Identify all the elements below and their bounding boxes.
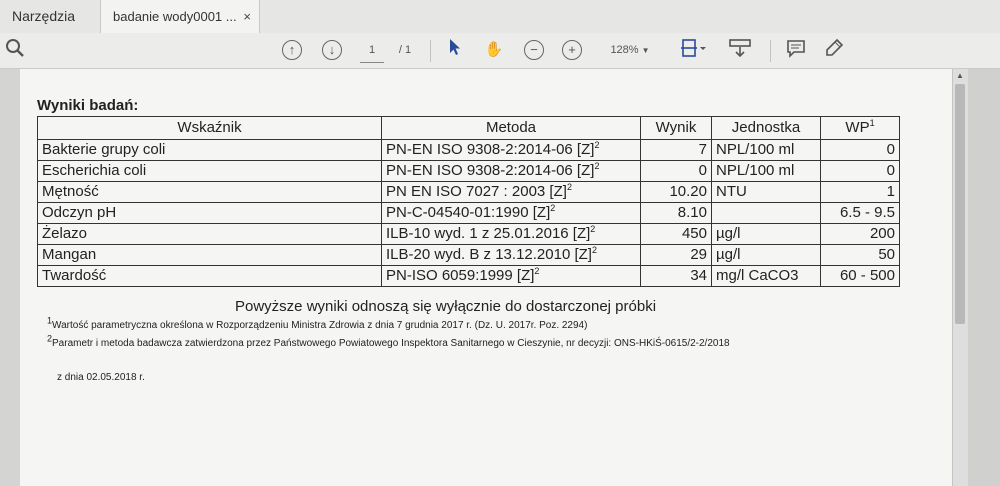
results-table bbox=[37, 116, 900, 287]
footnote-2-number: 2 bbox=[47, 333, 53, 344]
tab-bar bbox=[0, 0, 1000, 34]
footnote-2 bbox=[47, 333, 730, 349]
fit-page-icon[interactable] bbox=[678, 38, 708, 62]
scroll-up-icon[interactable]: ▲ bbox=[956, 71, 964, 80]
cell-method bbox=[382, 266, 641, 287]
table-row bbox=[38, 266, 900, 287]
footnote-2-text: Parametr i metoda badawcza zatwierdzona przez Państwowego Powiatowego Inspektora Sanitarnego w Cieszynie, nr decyzji: ONS-HKiŚ-0615/2-2/2018 bbox=[52, 338, 730, 349]
page-number-input[interactable]: 1 bbox=[360, 38, 384, 63]
cell-wp: 200 bbox=[821, 224, 900, 245]
search-icon[interactable] bbox=[4, 38, 26, 62]
cell-method bbox=[382, 203, 641, 224]
table-row bbox=[38, 161, 900, 182]
cell-wp: 6.5 - 9.5 bbox=[821, 203, 900, 224]
right-panel bbox=[968, 69, 1000, 486]
cell-indicator: Escherichia coli bbox=[38, 161, 382, 182]
cell-unit: NPL/100 ml bbox=[712, 161, 821, 182]
cell-method bbox=[382, 161, 641, 182]
left-panel bbox=[0, 69, 20, 486]
cell-result: 0 bbox=[641, 161, 712, 182]
chevron-down-icon: ▼ bbox=[641, 46, 650, 55]
scrollbar-thumb[interactable] bbox=[955, 84, 965, 324]
table-row bbox=[38, 140, 900, 161]
method-sup: 2 bbox=[591, 245, 597, 255]
cell-result: 7 bbox=[641, 140, 712, 161]
zoom-select[interactable] bbox=[600, 38, 660, 62]
header-wp-label: WP bbox=[845, 119, 870, 136]
highlighter-icon[interactable] bbox=[822, 38, 846, 62]
cell-indicator: Żelazo bbox=[38, 224, 382, 245]
pointer-icon[interactable] bbox=[446, 38, 464, 62]
cell-result: 29 bbox=[641, 245, 712, 266]
cell-wp: 0 bbox=[821, 161, 900, 182]
arrow-down-icon[interactable]: ↓ bbox=[322, 40, 342, 60]
header-result: Wynik bbox=[641, 117, 712, 140]
cell-wp: 0 bbox=[821, 140, 900, 161]
cell-method bbox=[382, 245, 641, 266]
method-sup: 2 bbox=[550, 203, 556, 213]
cell-unit: µg/l bbox=[712, 224, 821, 245]
method-sup: 2 bbox=[590, 224, 596, 234]
footnote-1-text: Wartość parametryczna określona w Rozporządzeniu Ministra Zdrowia z dnia 7 grudnia 2017 r. (Dz. U. 2017r. Poz. 2294) bbox=[52, 320, 588, 331]
footnote-1-number: 1 bbox=[47, 315, 53, 326]
cell-result: 8.10 bbox=[641, 203, 712, 224]
arrow-up-icon[interactable]: ↑ bbox=[282, 40, 302, 60]
cell-indicator: Mangan bbox=[38, 245, 382, 266]
method-text: PN-EN ISO 9308-2:2014-06 [Z] bbox=[386, 162, 595, 179]
cell-result: 10.20 bbox=[641, 182, 712, 203]
cell-wp: 60 - 500 bbox=[821, 266, 900, 287]
cell-indicator: Mętność bbox=[38, 182, 382, 203]
cell-method bbox=[382, 140, 641, 161]
method-text: PN-EN ISO 9308-2:2014-06 [Z] bbox=[386, 141, 595, 158]
method-text: PN-C-04540-01:1990 [Z] bbox=[386, 204, 551, 221]
hand-icon[interactable]: ✋ bbox=[484, 41, 504, 58]
cell-result: 450 bbox=[641, 224, 712, 245]
zoom-in-icon[interactable]: + bbox=[562, 40, 582, 60]
method-text: PN EN ISO 7027 : 2003 [Z] bbox=[386, 183, 567, 200]
method-sup: 2 bbox=[594, 161, 600, 171]
table-row bbox=[38, 203, 900, 224]
cell-unit: NPL/100 ml bbox=[712, 140, 821, 161]
header-method: Metoda bbox=[382, 117, 641, 140]
results-note: Powyższe wyniki odnoszą się wyłącznie do dostarczonej próbki bbox=[235, 298, 657, 315]
header-unit: Jednostka bbox=[712, 117, 821, 140]
tab-tools[interactable]: Narzędzia bbox=[12, 8, 76, 24]
table-row bbox=[38, 245, 900, 266]
separator bbox=[770, 40, 771, 62]
comment-icon[interactable] bbox=[784, 38, 808, 62]
toolbar bbox=[0, 33, 1000, 69]
cell-unit bbox=[712, 203, 821, 224]
footnote-2-continued: z dnia 02.05.2018 r. bbox=[57, 372, 145, 383]
method-sup: 2 bbox=[594, 140, 600, 150]
cell-unit: mg/l CaCO3 bbox=[712, 266, 821, 287]
cell-indicator: Twardość bbox=[38, 266, 382, 287]
method-text: PN-ISO 6059:1999 [Z] bbox=[386, 267, 535, 284]
separator bbox=[430, 40, 431, 62]
table-header-row bbox=[38, 117, 900, 140]
cell-method bbox=[382, 182, 641, 203]
method-sup: 2 bbox=[566, 182, 572, 192]
tab-document-label: badanie wody0001 ... bbox=[113, 9, 237, 24]
close-icon[interactable]: × bbox=[243, 9, 251, 24]
cell-unit: µg/l bbox=[712, 245, 821, 266]
cell-wp: 50 bbox=[821, 245, 900, 266]
method-text: ILB-20 wyd. B z 13.12.2010 [Z] bbox=[386, 246, 592, 263]
table-row bbox=[38, 182, 900, 203]
method-text: ILB-10 wyd. 1 z 25.01.2016 [Z] bbox=[386, 225, 591, 242]
cell-unit: NTU bbox=[712, 182, 821, 203]
header-wp-sup: 1 bbox=[869, 118, 875, 128]
cell-indicator: Bakterie grupy coli bbox=[38, 140, 382, 161]
header-indicator: Wskaźnik bbox=[38, 117, 382, 140]
cell-result: 34 bbox=[641, 266, 712, 287]
cell-wp: 1 bbox=[821, 182, 900, 203]
tab-document[interactable] bbox=[100, 0, 260, 33]
method-sup: 2 bbox=[534, 266, 540, 276]
footnote-1 bbox=[47, 315, 588, 331]
header-wp bbox=[821, 117, 900, 140]
table-row bbox=[38, 224, 900, 245]
section-title: Wyniki badań: bbox=[37, 97, 139, 114]
page-total: / 1 bbox=[398, 44, 412, 56]
cell-indicator: Odczyn pH bbox=[38, 203, 382, 224]
zoom-out-icon[interactable]: − bbox=[524, 40, 544, 60]
scroll-mode-icon[interactable] bbox=[728, 38, 752, 62]
zoom-value: 128% bbox=[610, 44, 639, 56]
cell-method bbox=[382, 224, 641, 245]
